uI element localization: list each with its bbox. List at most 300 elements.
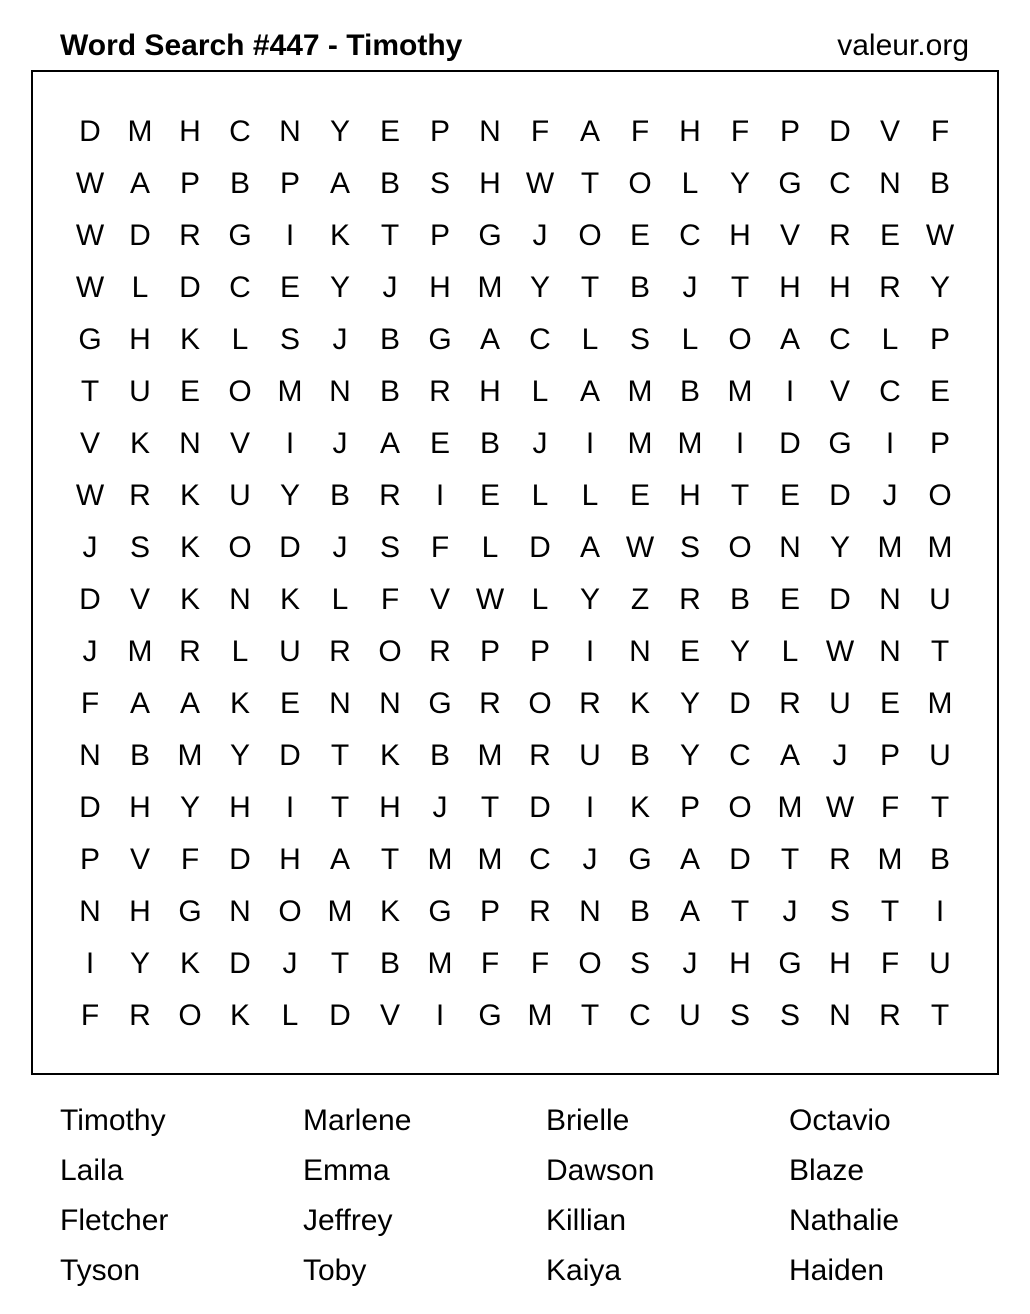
grid-letter: N bbox=[629, 635, 651, 668]
grid-letter: U bbox=[829, 687, 851, 720]
grid-letter: D bbox=[779, 427, 801, 460]
grid-letter: L bbox=[231, 635, 249, 668]
word-list-item: Killian bbox=[546, 1204, 627, 1237]
grid-letter: C bbox=[729, 739, 751, 772]
grid-letter: E bbox=[379, 115, 400, 148]
grid-letter: L bbox=[781, 635, 799, 668]
grid-letter: G bbox=[78, 323, 102, 356]
grid-letter: T bbox=[330, 947, 350, 980]
word-list-item: Tyson bbox=[60, 1254, 141, 1287]
grid-letter: Y bbox=[679, 687, 700, 720]
grid-letter: T bbox=[730, 271, 750, 304]
grid-letter: H bbox=[379, 791, 401, 824]
grid-letter: K bbox=[229, 687, 250, 720]
grid-letter: N bbox=[329, 375, 351, 408]
grid-letter: F bbox=[380, 583, 400, 616]
grid-letter: I bbox=[585, 635, 595, 668]
grid-letter: J bbox=[332, 323, 348, 356]
grid-letter: G bbox=[778, 167, 802, 200]
grid-letter: F bbox=[930, 115, 950, 148]
puzzle-title: Word Search #447 - Timothy bbox=[60, 29, 463, 62]
word-list-item: Laila bbox=[60, 1154, 124, 1187]
grid-letter: B bbox=[729, 583, 750, 616]
word-list-item: Toby bbox=[303, 1254, 367, 1287]
grid-letter: R bbox=[879, 999, 901, 1032]
grid-letter: A bbox=[679, 895, 700, 928]
grid-letter: V bbox=[79, 427, 100, 460]
grid-letter: C bbox=[829, 167, 851, 200]
grid-letter: F bbox=[880, 947, 900, 980]
grid-letter: I bbox=[785, 375, 795, 408]
grid-letter: Y bbox=[179, 791, 200, 824]
grid-letter: I bbox=[285, 791, 295, 824]
grid-letter: K bbox=[179, 947, 200, 980]
grid-letter: S bbox=[829, 895, 850, 928]
grid-letter: E bbox=[779, 479, 800, 512]
grid-letter: P bbox=[429, 115, 450, 148]
grid-letter: H bbox=[229, 791, 251, 824]
grid-letter: E bbox=[879, 219, 900, 252]
grid-letter: K bbox=[379, 895, 400, 928]
grid-letter: N bbox=[179, 427, 201, 460]
grid-letter: N bbox=[279, 115, 301, 148]
grid-letter: H bbox=[679, 479, 701, 512]
grid-letter: H bbox=[829, 947, 851, 980]
grid-letter: F bbox=[430, 531, 450, 564]
grid-letter: V bbox=[379, 999, 400, 1032]
word-list bbox=[60, 1096, 1030, 1296]
grid-letter: O bbox=[228, 531, 252, 564]
grid-letter: V bbox=[129, 583, 150, 616]
grid-letter: A bbox=[129, 167, 150, 200]
grid-letter: U bbox=[929, 947, 951, 980]
grid-letter: M bbox=[127, 635, 153, 668]
grid-letter: H bbox=[129, 895, 151, 928]
grid-letter: N bbox=[229, 895, 251, 928]
grid-letter: N bbox=[229, 583, 251, 616]
grid-letter: E bbox=[629, 219, 650, 252]
grid-letter: W bbox=[625, 531, 655, 564]
grid-letter: E bbox=[929, 375, 950, 408]
grid-letter: D bbox=[729, 687, 751, 720]
grid-letter: R bbox=[429, 375, 451, 408]
site-name: valeur.org bbox=[837, 29, 969, 62]
grid-letter: C bbox=[229, 271, 251, 304]
grid-letter: O bbox=[578, 219, 602, 252]
grid-letter: C bbox=[629, 999, 651, 1032]
grid-letter: H bbox=[429, 271, 451, 304]
grid-letter: M bbox=[177, 739, 203, 772]
grid-letter: T bbox=[930, 791, 950, 824]
grid-letter: T bbox=[880, 895, 900, 928]
grid-letter: P bbox=[279, 167, 300, 200]
grid-letter: G bbox=[778, 947, 802, 980]
grid-letter: G bbox=[428, 323, 452, 356]
grid-letter: K bbox=[179, 531, 200, 564]
grid-letter: N bbox=[79, 739, 101, 772]
grid-letter: H bbox=[829, 271, 851, 304]
grid-letter: P bbox=[79, 843, 100, 876]
grid-letter: P bbox=[879, 739, 900, 772]
grid-letter: I bbox=[285, 427, 295, 460]
grid-letter: N bbox=[79, 895, 101, 928]
grid-letter: F bbox=[80, 687, 100, 720]
grid-letter: T bbox=[330, 791, 350, 824]
grid-letter: B bbox=[929, 167, 950, 200]
grid-letter: J bbox=[82, 531, 98, 564]
grid-letter: O bbox=[728, 323, 752, 356]
grid-letter: T bbox=[580, 271, 600, 304]
grid-letter: A bbox=[179, 687, 200, 720]
grid-letter: C bbox=[529, 843, 551, 876]
grid-letter: I bbox=[585, 791, 595, 824]
grid-letter: M bbox=[527, 999, 553, 1032]
grid-letter: S bbox=[379, 531, 400, 564]
grid-letter: L bbox=[581, 479, 599, 512]
grid-letter: A bbox=[129, 687, 150, 720]
grid-letter: A bbox=[579, 115, 600, 148]
grid-letter: I bbox=[435, 999, 445, 1032]
grid-letter: I bbox=[585, 427, 595, 460]
grid-letter: N bbox=[879, 167, 901, 200]
grid-letter: T bbox=[930, 999, 950, 1032]
grid-letter: R bbox=[829, 219, 851, 252]
grid-letter: J bbox=[282, 947, 298, 980]
grid-letter: L bbox=[481, 531, 499, 564]
word-list-item: Octavio bbox=[789, 1104, 891, 1137]
grid-letter: O bbox=[528, 687, 552, 720]
grid-letter: L bbox=[281, 999, 299, 1032]
grid-letter: O bbox=[278, 895, 302, 928]
grid-letter: A bbox=[479, 323, 500, 356]
grid-letter: T bbox=[480, 791, 500, 824]
grid-letter: N bbox=[379, 687, 401, 720]
grid-letter: D bbox=[279, 739, 301, 772]
grid-letter: M bbox=[477, 739, 503, 772]
grid-letter: J bbox=[682, 947, 698, 980]
grid-letter: P bbox=[529, 635, 550, 668]
grid-letter: K bbox=[279, 583, 300, 616]
grid-letter: L bbox=[681, 167, 699, 200]
grid-letter: T bbox=[730, 895, 750, 928]
grid-letter: U bbox=[229, 479, 251, 512]
grid-letter: F bbox=[480, 947, 500, 980]
grid-letter: O bbox=[728, 531, 752, 564]
grid-letter: R bbox=[829, 843, 851, 876]
grid-letter: T bbox=[380, 219, 400, 252]
grid-letter: B bbox=[679, 375, 700, 408]
grid-letter: W bbox=[75, 479, 105, 512]
grid-letter: G bbox=[628, 843, 652, 876]
grid-letter: O bbox=[628, 167, 652, 200]
grid-letter: Y bbox=[579, 583, 600, 616]
grid-letter: B bbox=[329, 479, 350, 512]
grid-letter: A bbox=[679, 843, 700, 876]
grid-letter: A bbox=[579, 375, 600, 408]
grid-letter: M bbox=[877, 531, 903, 564]
grid-letter: A bbox=[379, 427, 400, 460]
grid-letter: G bbox=[178, 895, 202, 928]
grid-letter: C bbox=[829, 323, 851, 356]
grid-letter: K bbox=[629, 687, 650, 720]
grid-letter: M bbox=[277, 375, 303, 408]
word-list-item: Blaze bbox=[789, 1154, 865, 1187]
grid-letter: E bbox=[279, 271, 300, 304]
grid-letter: L bbox=[531, 583, 549, 616]
grid-letter: V bbox=[429, 583, 450, 616]
grid-letter: J bbox=[532, 427, 548, 460]
grid-letter: W bbox=[825, 635, 855, 668]
grid-letter: N bbox=[829, 999, 851, 1032]
grid-letter: T bbox=[930, 635, 950, 668]
grid-letter: I bbox=[285, 219, 295, 252]
grid-letter: B bbox=[379, 323, 400, 356]
grid-letter: F bbox=[880, 791, 900, 824]
grid-letter: R bbox=[129, 999, 151, 1032]
grid-letter: Y bbox=[129, 947, 150, 980]
grid-letter: Y bbox=[229, 739, 250, 772]
letter-grid bbox=[65, 106, 965, 1042]
grid-letter: J bbox=[332, 531, 348, 564]
word-list-item: Emma bbox=[303, 1154, 390, 1187]
grid-letter: M bbox=[327, 895, 353, 928]
grid-letter: W bbox=[925, 219, 955, 252]
grid-letter: P bbox=[929, 323, 950, 356]
grid-letter: F bbox=[730, 115, 750, 148]
grid-letter: R bbox=[879, 271, 901, 304]
grid-letter: L bbox=[131, 271, 149, 304]
grid-letter: N bbox=[879, 583, 901, 616]
grid-letter: M bbox=[477, 843, 503, 876]
grid-letter: N bbox=[479, 115, 501, 148]
grid-letter: B bbox=[929, 843, 950, 876]
grid-letter: F bbox=[630, 115, 650, 148]
grid-letter: S bbox=[129, 531, 150, 564]
grid-letter: A bbox=[329, 167, 350, 200]
grid-letter: R bbox=[379, 479, 401, 512]
grid-letter: M bbox=[627, 375, 653, 408]
grid-letter: B bbox=[379, 167, 400, 200]
grid-letter: O bbox=[578, 947, 602, 980]
grid-letter: W bbox=[75, 167, 105, 200]
grid-letter: W bbox=[75, 271, 105, 304]
grid-letter: M bbox=[427, 947, 453, 980]
letter-grid-frame bbox=[31, 70, 999, 1075]
grid-letter: N bbox=[579, 895, 601, 928]
grid-letter: H bbox=[129, 791, 151, 824]
grid-letter: H bbox=[279, 843, 301, 876]
grid-letter: D bbox=[229, 843, 251, 876]
grid-letter: E bbox=[879, 687, 900, 720]
grid-letter: O bbox=[928, 479, 952, 512]
grid-letter: R bbox=[429, 635, 451, 668]
grid-letter: N bbox=[879, 635, 901, 668]
grid-letter: J bbox=[832, 739, 848, 772]
grid-letter: M bbox=[477, 271, 503, 304]
grid-letter: Y bbox=[729, 635, 750, 668]
grid-letter: H bbox=[729, 947, 751, 980]
grid-letter: E bbox=[429, 427, 450, 460]
grid-letter: K bbox=[129, 427, 150, 460]
grid-letter: G bbox=[478, 999, 502, 1032]
grid-letter: B bbox=[379, 375, 400, 408]
grid-letter: J bbox=[382, 271, 398, 304]
grid-letter: V bbox=[879, 115, 900, 148]
word-list-item: Nathalie bbox=[789, 1204, 900, 1237]
grid-letter: A bbox=[579, 531, 600, 564]
grid-letter: L bbox=[231, 323, 249, 356]
grid-letter: A bbox=[329, 843, 350, 876]
grid-letter: D bbox=[179, 271, 201, 304]
grid-letter: N bbox=[779, 531, 801, 564]
grid-letter: K bbox=[329, 219, 350, 252]
word-list-item: Haiden bbox=[789, 1254, 885, 1287]
grid-letter: D bbox=[729, 843, 751, 876]
grid-letter: G bbox=[828, 427, 852, 460]
grid-letter: D bbox=[129, 219, 151, 252]
grid-letter: W bbox=[475, 583, 505, 616]
grid-letter: S bbox=[279, 323, 300, 356]
grid-letter: J bbox=[82, 635, 98, 668]
grid-letter: D bbox=[529, 531, 551, 564]
grid-letter: S bbox=[429, 167, 450, 200]
grid-letter: R bbox=[529, 739, 551, 772]
grid-letter: M bbox=[727, 375, 753, 408]
grid-letter: P bbox=[929, 427, 950, 460]
grid-letter: O bbox=[178, 999, 202, 1032]
grid-letter: R bbox=[479, 687, 501, 720]
grid-letter: M bbox=[877, 843, 903, 876]
grid-letter: G bbox=[478, 219, 502, 252]
grid-letter: V bbox=[779, 219, 800, 252]
word-list-item: Brielle bbox=[546, 1104, 630, 1137]
grid-letter: U bbox=[929, 583, 951, 616]
grid-letter: W bbox=[75, 219, 105, 252]
grid-letter: W bbox=[825, 791, 855, 824]
grid-letter: K bbox=[179, 479, 200, 512]
grid-letter: T bbox=[380, 843, 400, 876]
grid-letter: B bbox=[629, 895, 650, 928]
grid-letter: Y bbox=[279, 479, 300, 512]
grid-letter: R bbox=[579, 687, 601, 720]
grid-letter: B bbox=[379, 947, 400, 980]
grid-letter: C bbox=[879, 375, 901, 408]
grid-letter: S bbox=[629, 947, 650, 980]
grid-letter: J bbox=[782, 895, 798, 928]
grid-letter: J bbox=[332, 427, 348, 460]
grid-letter: V bbox=[229, 427, 250, 460]
grid-letter: T bbox=[580, 167, 600, 200]
grid-letter: O bbox=[728, 791, 752, 824]
grid-letter: M bbox=[927, 531, 953, 564]
grid-letter: M bbox=[427, 843, 453, 876]
grid-letter: G bbox=[428, 895, 452, 928]
grid-letter: P bbox=[479, 895, 500, 928]
grid-letter: H bbox=[129, 323, 151, 356]
grid-letter: F bbox=[530, 947, 550, 980]
grid-letter: Y bbox=[679, 739, 700, 772]
grid-letter: O bbox=[378, 635, 402, 668]
grid-letter: D bbox=[829, 115, 851, 148]
grid-letter: R bbox=[529, 895, 551, 928]
grid-letter: D bbox=[329, 999, 351, 1032]
grid-letter: J bbox=[582, 843, 598, 876]
grid-letter: K bbox=[629, 791, 650, 824]
grid-letter: D bbox=[829, 479, 851, 512]
grid-letter: L bbox=[681, 323, 699, 356]
grid-letter: K bbox=[179, 323, 200, 356]
grid-letter: S bbox=[779, 999, 800, 1032]
grid-letter: Y bbox=[329, 271, 350, 304]
grid-letter: N bbox=[329, 687, 351, 720]
grid-letter: A bbox=[779, 323, 800, 356]
grid-letter: K bbox=[179, 583, 200, 616]
grid-letter: D bbox=[529, 791, 551, 824]
grid-letter: D bbox=[79, 583, 101, 616]
grid-letter: P bbox=[479, 635, 500, 668]
grid-letter: C bbox=[529, 323, 551, 356]
grid-letter: L bbox=[531, 479, 549, 512]
word-list-item: Timothy bbox=[60, 1104, 166, 1137]
word-list-item: Marlene bbox=[303, 1104, 412, 1137]
grid-letter: H bbox=[679, 115, 701, 148]
grid-letter: E bbox=[179, 375, 200, 408]
grid-letter: T bbox=[780, 843, 800, 876]
grid-letter: H bbox=[479, 375, 501, 408]
word-list-item: Fletcher bbox=[60, 1204, 169, 1237]
grid-letter: Y bbox=[529, 271, 550, 304]
grid-letter: D bbox=[829, 583, 851, 616]
grid-letter: F bbox=[80, 999, 100, 1032]
grid-letter: F bbox=[530, 115, 550, 148]
grid-letter: M bbox=[677, 427, 703, 460]
grid-letter: E bbox=[779, 583, 800, 616]
grid-letter: U bbox=[129, 375, 151, 408]
word-list-item: Jeffrey bbox=[303, 1204, 393, 1237]
grid-letter: D bbox=[79, 791, 101, 824]
grid-letter: C bbox=[229, 115, 251, 148]
grid-letter: O bbox=[228, 375, 252, 408]
grid-letter: W bbox=[525, 167, 555, 200]
grid-letter: T bbox=[330, 739, 350, 772]
grid-letter: H bbox=[729, 219, 751, 252]
grid-letter: D bbox=[79, 115, 101, 148]
word-list-item: Dawson bbox=[546, 1154, 655, 1187]
grid-letter: B bbox=[479, 427, 500, 460]
grid-letter: Z bbox=[630, 583, 650, 616]
grid-letter: B bbox=[429, 739, 450, 772]
grid-letter: P bbox=[179, 167, 200, 200]
grid-letter: H bbox=[779, 271, 801, 304]
word-list-item: Kaiya bbox=[546, 1254, 622, 1287]
grid-letter: L bbox=[331, 583, 349, 616]
grid-letter: Y bbox=[829, 531, 850, 564]
grid-letter: V bbox=[129, 843, 150, 876]
grid-letter: K bbox=[229, 999, 250, 1032]
grid-letter: B bbox=[129, 739, 150, 772]
grid-letter: L bbox=[881, 323, 899, 356]
grid-letter: J bbox=[882, 479, 898, 512]
grid-letter: D bbox=[279, 531, 301, 564]
grid-letter: T bbox=[80, 375, 100, 408]
grid-letter: I bbox=[435, 479, 445, 512]
grid-letter: U bbox=[679, 999, 701, 1032]
grid-letter: M bbox=[127, 115, 153, 148]
grid-letter: M bbox=[777, 791, 803, 824]
grid-letter: B bbox=[229, 167, 250, 200]
grid-letter: E bbox=[279, 687, 300, 720]
grid-letter: L bbox=[531, 375, 549, 408]
